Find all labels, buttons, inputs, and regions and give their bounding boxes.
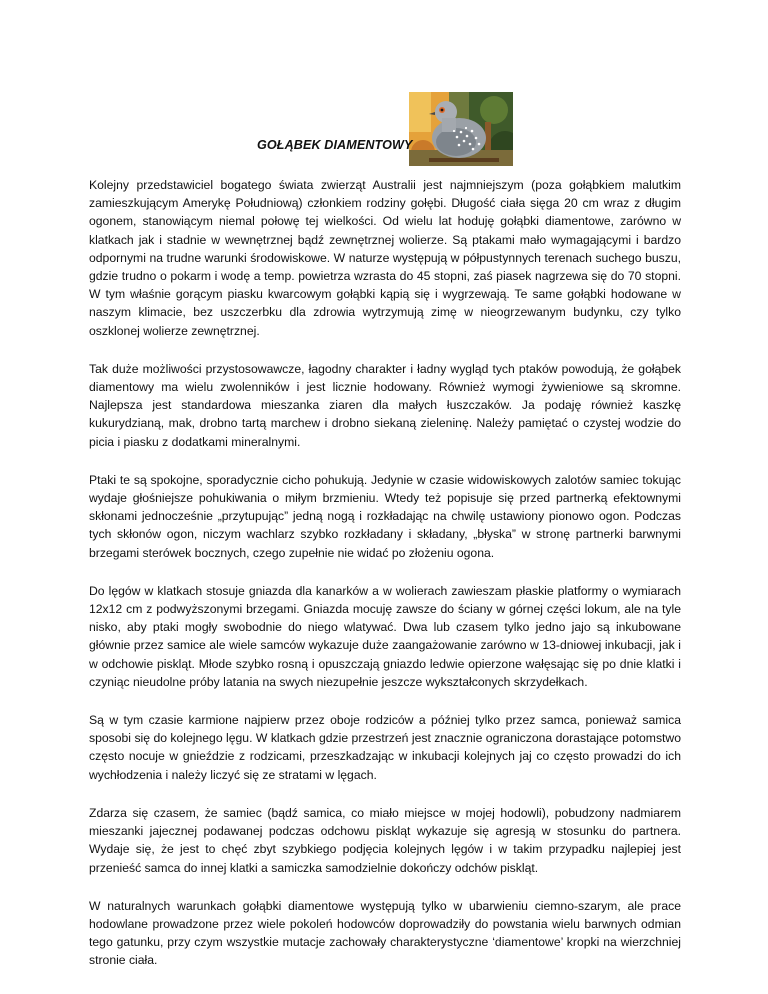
paragraph-4: Do lęgów w klatkach stosuje gniazda dla kanarków a w wolierach zawieszam płaskie platformy o wymiarach 12x12 cm z podwyższonymi brzegami. Gniazda mocuję zawsze do ściany w górnej części lokum, ale na tyle nisko, aby ptaki mogły swobodnie do niego wlatywać. Dwa lub czasem tylko jedno jajo są inkubowane głównie przez samice ale wiele samców wykazuje duże zaangażowanie zarówno w 13-dniowej inkubacji, jak i w odchowie piskląt. Młode szybko rosną i opuszczają gniazdo ledwie opierzone wałęsając się po dnie klatki i czyniąc nieudolne próby latania na swych niezupełnie jeszcze wykształconych skrzydełkach. <box>89 583 681 689</box>
paragraph-6: Zdarza się czasem, że samiec (bądź samica, co miało miejsce w mojej hodowli), pobudzony nadmiarem mieszanki jajecznej podawanej podczas odchowu piskląt wykazuje się agresją w stosunku do partnera. Wydaje się, że jest to chęć zbyt szybkiego podjęcia kolejnych lęgów i w takim przypadku najlepiej jest przenieść samca do innej klatki a samiczka samodzielnie dokończy odchów piskląt. <box>89 805 681 875</box>
dove-photo <box>409 92 513 166</box>
page-title: GOŁĄBEK DIAMENTOWY <box>257 138 413 152</box>
paragraph-7: W naturalnych warunkach gołąbki diamentowe występują tylko w ubarwieniu ciemno-szarym, ale prace hodowlane prowadzone przez wiele pokoleń hodowców doprowadziły do powstania wielu barwnych odmian tego gatunku, przy czym wszystkie mutacje zachowały charakterystyczne ‘diamentowe’ kropki na wierzchniej stronie ciała. <box>89 898 681 968</box>
paragraph-1: Kolejny przedstawiciel bogatego świata zwierząt Australii jest najmniejszym (poza gołąbkiem malutkim zamieszkującym Amerykę Południową) członkiem rodziny gołębi. Długość ciała sięga 20 cm wraz z długim ogonem, stanowiącym niemal połowę tej wielkości. Od wielu lat hoduję gołąbki diamentowe, zarówno w klatkach jak i stadnie w wewnętrznej bądź zewnętrznej wolierze. Są ptakami mało wymagającymi i bardzo odpornymi na trudne warunki środowiskowe. W naturze występują w półpustynnych terenach suchego buszu, gdzie trudno o pokarm i wodę a temp. powietrza wzrasta do 45 stopni, zaś piasek nagrzewa się do 70 stopni. W tym właśnie gorącym piasku kwarcowym gołąbki kąpią się i wygrzewają. Te same gołąbki hodowane w naszym klimacie, bez uszczerbku dla zdrowia wytrzymują zimę w nieogrzewanym budynku, czy tylko oszklonej wolierze zewnętrznej. <box>89 178 681 338</box>
article-body <box>89 176 681 990</box>
diamond-dove-image <box>409 92 513 166</box>
paragraph-5: Są w tym czasie karmione najpierw przez oboje rodziców a później tylko przez samca, ponieważ samica sposobi się do kolejnego lęgu. W klatkach gdzie przestrzeń jest znacznie ograniczona dorastające potomstwo często nocuje w gnieździe z rodzicami, przeszkadzając w inkubacji kolejnych jaj co często prowadzi do ich wychłodzenia i należy liczyć się ze stratami w lęgach. <box>89 713 681 782</box>
paragraph-2: Tak duże możliwości przystosowawcze, łagodny charakter i ładny wygląd tych ptaków powodują, że gołąbek diamentowy ma wielu zwolenników i jest licznie hodowany. Również wymogi żywieniowe są skromne. Najlepsza jest standardowa mieszanka ziaren dla małych łuszczaków. Ja podaję również kaszkę kukurydzianą, mak, drobno tartą marchew i drobno siekaną zieleninę. Należy pamiętać o czystej wodzie do picia i piasku z dodatkami mineralnymi. <box>89 361 681 449</box>
paragraph-3: Ptaki te są spokojne, sporadycznie cicho pohukują. Jedynie w czasie widowiskowych zalotów samiec tokując wydaje głośniejsze pohukiwania o miłym brzmieniu. Wtedy też popisuje się przed partnerką efektownymi skłonami jednocześnie „przytupując” jedną nogą i rozkładając na chwilę ustawiony pionowo ogon. Podczas tych skłonów ogon, niczym wachlarz szybko rozkładany i składany, „błyska” w stronę partnerki barwnymi brzegami sterówek bocznych, czego zupełnie nie widać po złożeniu ogona. <box>89 472 681 560</box>
